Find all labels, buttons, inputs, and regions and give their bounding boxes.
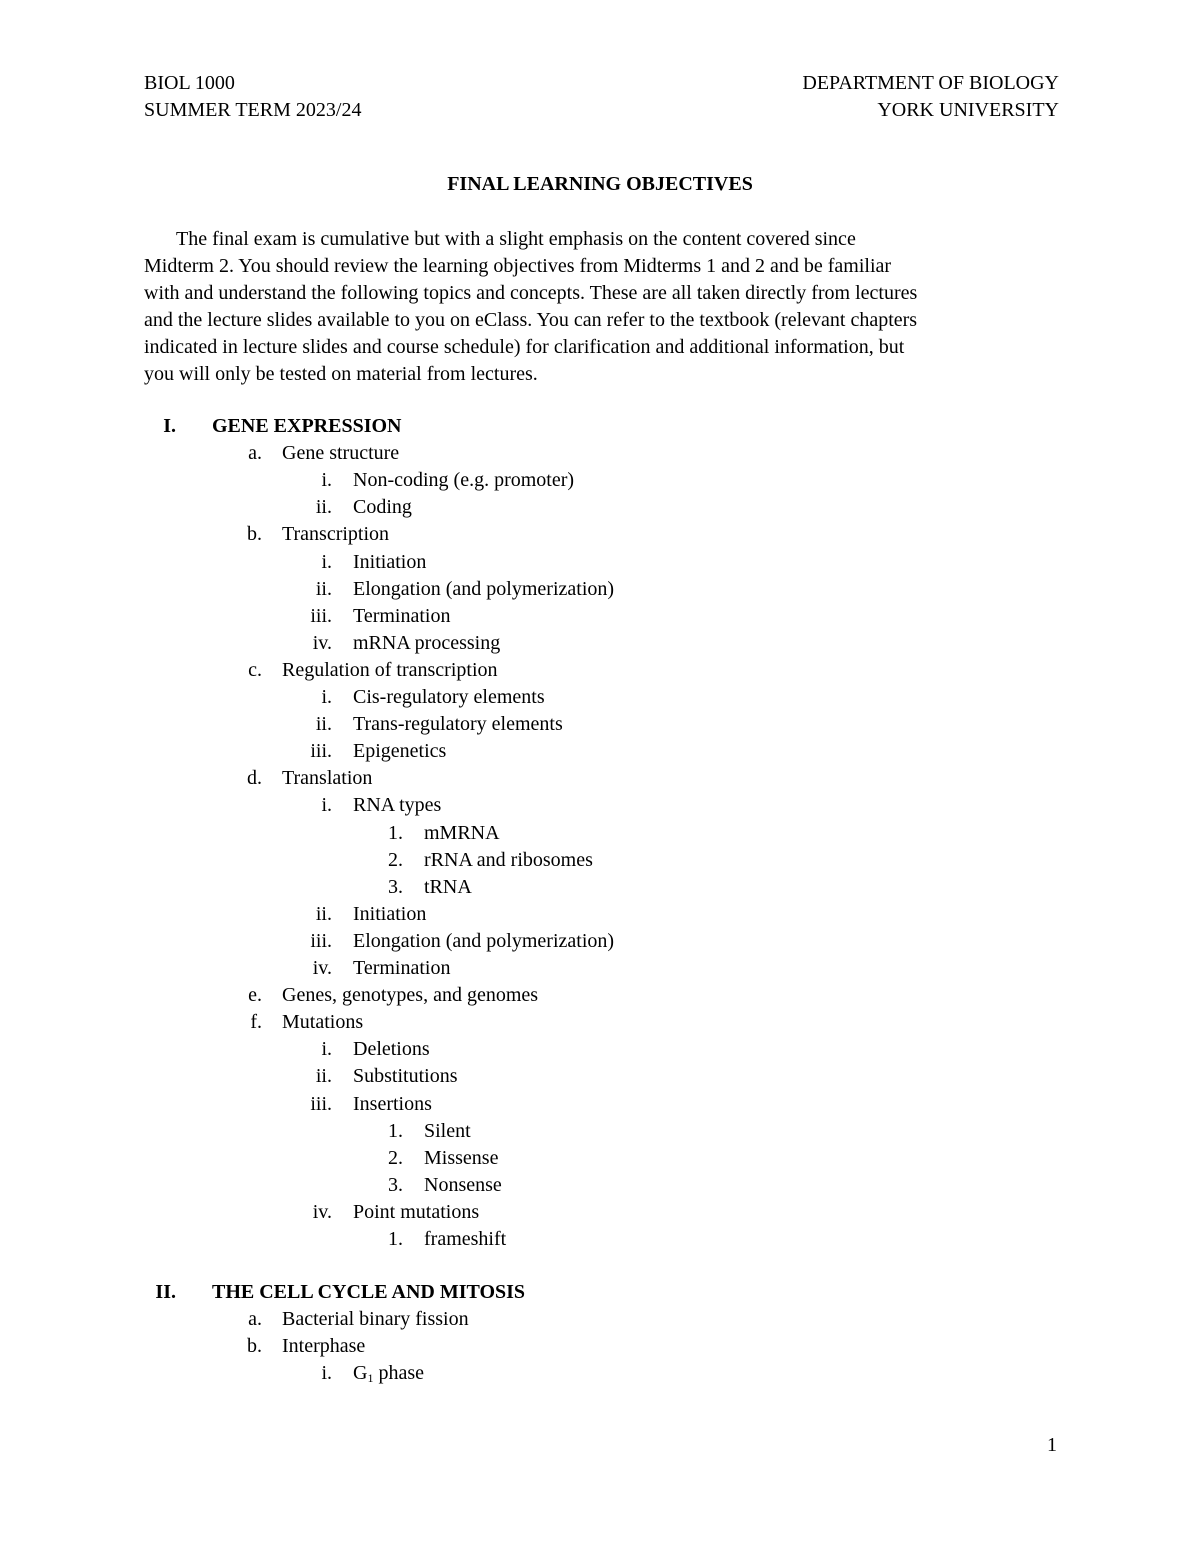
outline-item — [0, 440, 1200, 467]
outline-text: Translation — [282, 767, 373, 790]
outline-text: tRNA — [424, 875, 472, 898]
outline-marker: ii. — [315, 713, 332, 736]
outline-text: Elongation (and polymerization) — [353, 929, 615, 952]
section-heading — [0, 413, 1200, 440]
outline-text: Nonsense — [424, 1173, 502, 1196]
intro-line: indicated in lecture slides and course schedule) for clarification and additional information, but — [144, 336, 905, 359]
outline-text — [353, 1360, 424, 1392]
intro-line: you will only be tested on material from lectures. — [144, 363, 538, 386]
outline-item — [0, 1199, 1200, 1226]
outline-marker: i. — [321, 1038, 332, 1061]
outline-marker: i. — [321, 550, 332, 573]
outline-marker: f. — [250, 1011, 262, 1034]
outline-text: Termination — [353, 957, 451, 979]
outline-text: Initiation — [353, 550, 427, 573]
document-title: FINAL LEARNING OBJECTIVES — [447, 173, 753, 195]
outline-marker: iii. — [310, 1092, 332, 1115]
outline-text: Bacterial binary fission — [282, 1308, 469, 1331]
outline-marker: ii. — [315, 577, 332, 600]
outline-text: Insertions — [353, 1092, 432, 1115]
outline-marker: ii. — [315, 1065, 332, 1088]
intro-paragraph — [144, 226, 1059, 389]
section-heading — [0, 1279, 1200, 1306]
outline-item — [0, 494, 1200, 521]
outline-item — [0, 711, 1200, 738]
outline-text: Genes, genotypes, and genomes — [282, 984, 539, 1007]
outline-item — [0, 467, 1200, 494]
outline-marker: d. — [247, 767, 262, 790]
outline-marker: c. — [248, 658, 262, 681]
outline-item — [0, 1226, 1200, 1253]
outline-marker: i. — [321, 1362, 332, 1385]
outline-text: Elongation (and polymerization) — [353, 577, 615, 600]
outline-text: Coding — [353, 496, 412, 519]
outline-item — [0, 1306, 1200, 1333]
outline-text: Interphase — [282, 1335, 366, 1358]
department: DEPARTMENT OF BIOLOGY — [802, 72, 1059, 94]
outline-marker: i. — [321, 794, 332, 817]
outline-marker: 2. — [388, 848, 403, 871]
outline-item — [0, 847, 1200, 874]
outline-item — [0, 684, 1200, 711]
outline-marker: iii. — [310, 740, 332, 763]
outline-marker: 1. — [388, 1228, 403, 1250]
outline-item — [0, 820, 1200, 847]
outline-marker: a. — [248, 1308, 262, 1331]
intro-line: The final exam is cumulative but with a slight emphasis on the content covered since — [176, 228, 856, 250]
outline-item — [0, 738, 1200, 765]
outline-item — [0, 1009, 1200, 1036]
outline-item — [0, 1063, 1200, 1090]
outline-item — [0, 901, 1200, 928]
outline-marker: 1. — [388, 1119, 403, 1142]
outline-text: Gene structure — [282, 442, 400, 465]
outline-marker: 3. — [388, 875, 403, 898]
outline-text: Silent — [424, 1119, 471, 1142]
outline-marker: iii. — [310, 929, 332, 952]
outline-item — [0, 603, 1200, 630]
intro-line: with and understand the following topics and concepts. These are all taken directly from lectures — [144, 282, 918, 305]
outline-item — [0, 1118, 1200, 1145]
outline-item — [0, 576, 1200, 603]
outline-item — [0, 874, 1200, 901]
outline-text: RNA types — [353, 794, 442, 817]
outline-text: Substitutions — [353, 1065, 458, 1088]
outline-item — [0, 928, 1200, 955]
outline-item — [0, 792, 1200, 819]
outline-marker: iii. — [310, 604, 332, 627]
outline-marker: 2. — [388, 1146, 403, 1169]
header-right — [802, 70, 1059, 124]
outline-text: Cis-regulatory elements — [353, 686, 545, 708]
outline-marker: iv. — [312, 631, 332, 654]
outline-item — [0, 1360, 1200, 1387]
outline-item — [0, 657, 1200, 684]
outline-text: frameshift — [424, 1228, 507, 1250]
outline-text: mRNA processing — [353, 631, 501, 654]
outline-marker: 1. — [388, 821, 403, 844]
outline-text: rRNA and ribosomes — [424, 848, 593, 871]
intro-line: Midterm 2. You should review the learning objectives from Midterms 1 and 2 and be familiar — [144, 255, 892, 278]
outline-text: Termination — [353, 604, 451, 627]
outline-text: GENE EXPRESSION — [212, 415, 402, 437]
outline-item — [0, 955, 1200, 982]
outline-marker: e. — [248, 984, 262, 1007]
outline-item — [0, 1333, 1200, 1360]
outline-text: Non-coding (e.g. promoter) — [353, 469, 575, 492]
outline-marker: i. — [321, 469, 332, 492]
outline-text-part: phase — [373, 1362, 424, 1385]
intro-line: and the lecture slides available to you on eClass. You can refer to the textbook (relevant chapters — [144, 309, 918, 332]
outline-item — [0, 982, 1200, 1009]
outline-marker: ii. — [315, 496, 332, 519]
outline-text: mMRNA — [424, 821, 500, 844]
outline-marker: a. — [248, 442, 262, 465]
outline-text: Missense — [424, 1146, 499, 1169]
outline-marker: i. — [321, 686, 332, 708]
outline-marker: 3. — [388, 1173, 403, 1196]
outline-marker: iv. — [312, 957, 332, 979]
header-left — [144, 70, 361, 124]
subscript: 1 — [367, 1371, 374, 1386]
outline-text: Mutations — [282, 1011, 364, 1034]
term: SUMMER TERM 2023/24 — [144, 99, 362, 121]
outline-text: Trans-regulatory elements — [353, 713, 563, 736]
outline-text: Deletions — [353, 1038, 430, 1061]
page-number: 1 — [1047, 1434, 1057, 1456]
outline-text: Transcription — [282, 523, 390, 546]
outline-item — [0, 630, 1200, 657]
outline-item — [0, 521, 1200, 548]
outline-text: Point mutations — [353, 1200, 480, 1223]
university: YORK UNIVERSITY — [877, 99, 1059, 121]
outline-text: Initiation — [353, 902, 427, 925]
outline-marker: II. — [155, 1281, 176, 1304]
outline-item — [0, 1145, 1200, 1172]
outline-text: Regulation of transcription — [282, 658, 498, 681]
outline-item — [0, 1036, 1200, 1063]
outline-item — [0, 1091, 1200, 1118]
course-code: BIOL 1000 — [144, 72, 235, 94]
outline-marker: ii. — [315, 902, 332, 925]
outline-text: Epigenetics — [353, 740, 447, 763]
outline-item — [0, 549, 1200, 576]
outline-marker: b. — [247, 523, 262, 546]
outline-item — [0, 1172, 1200, 1199]
outline-item — [0, 765, 1200, 792]
outline-marker: b. — [247, 1335, 262, 1358]
outline-text: THE CELL CYCLE AND MITOSIS — [212, 1281, 526, 1304]
outline-marker: I. — [163, 415, 176, 437]
outline-text-part: G — [353, 1362, 368, 1385]
outline-marker: iv. — [312, 1200, 332, 1223]
